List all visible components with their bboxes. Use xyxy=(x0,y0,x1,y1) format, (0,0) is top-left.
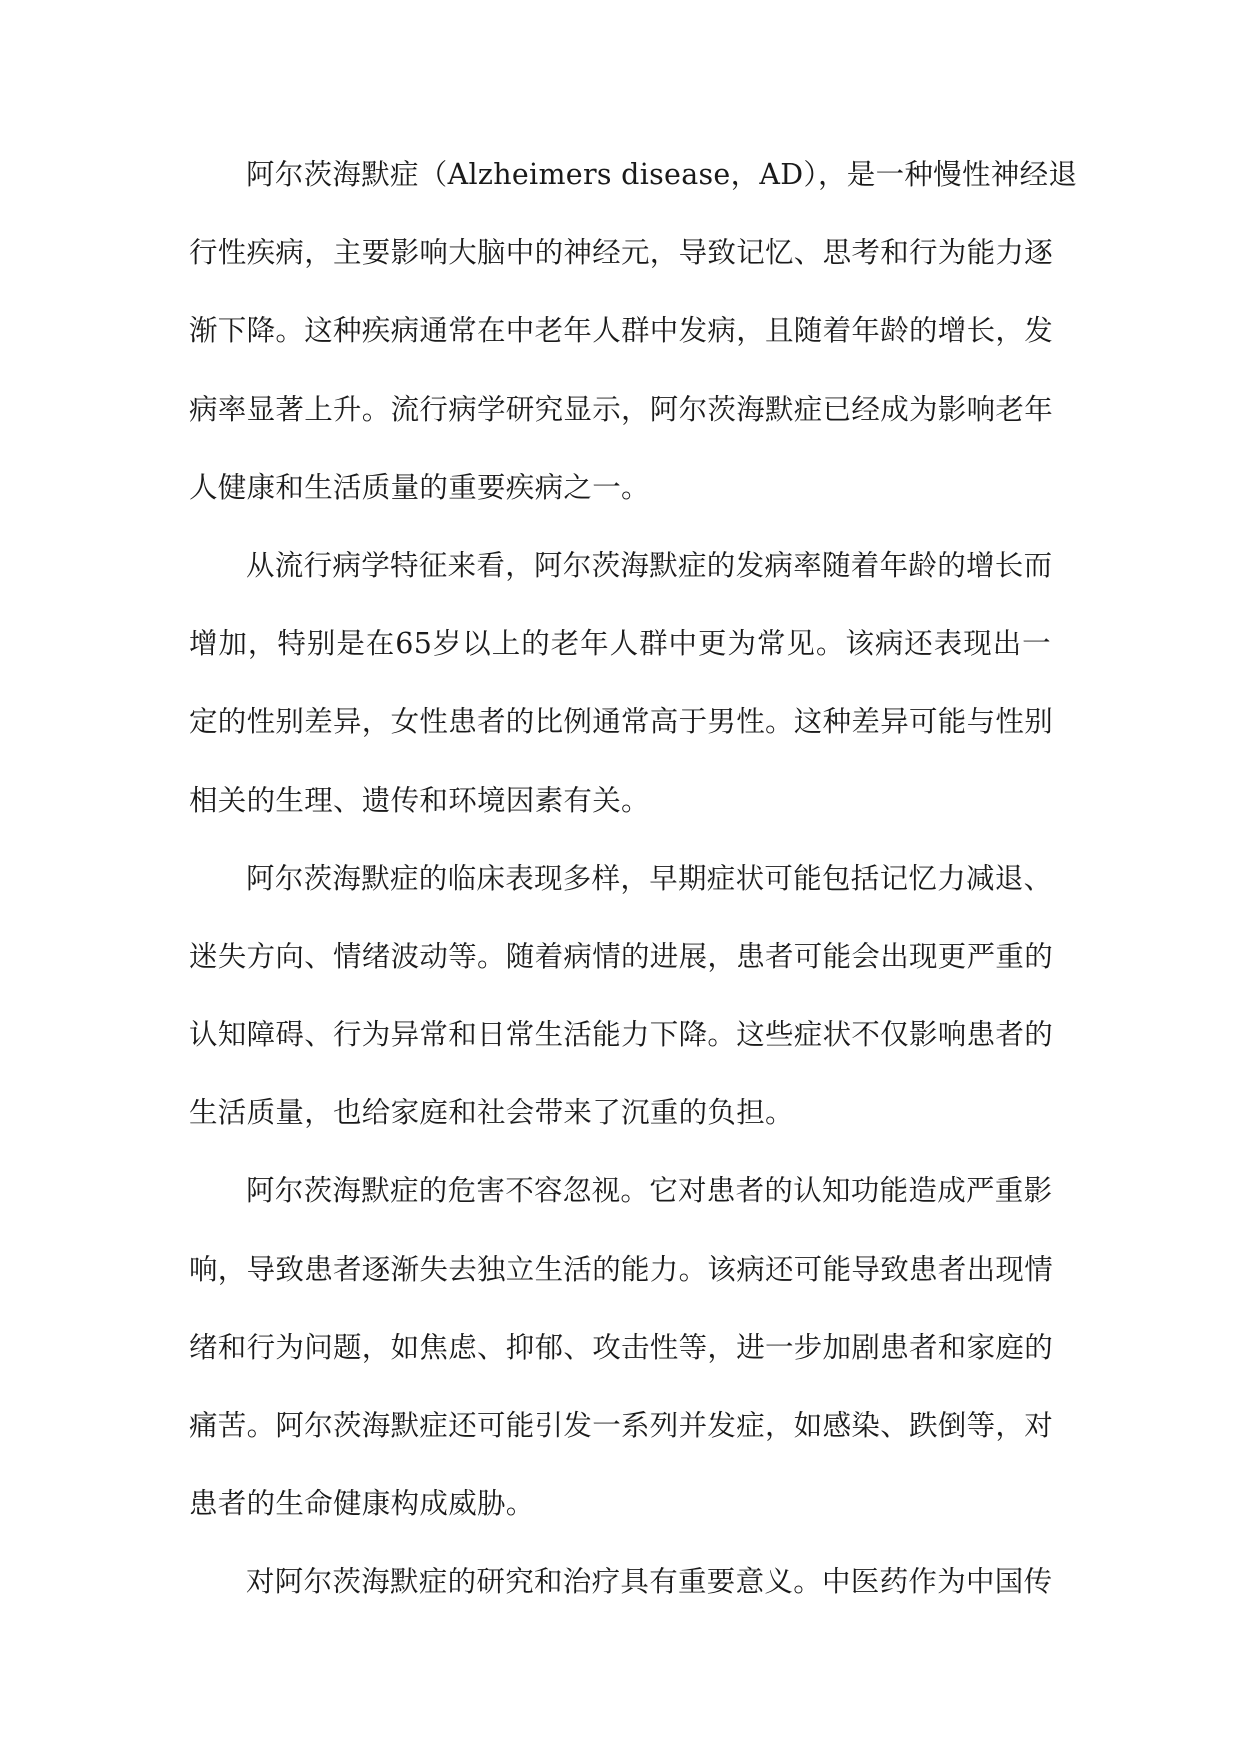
text-line: 阿尔茨海默症（Alzheimers disease，AD），是一种慢性神经退 xyxy=(246,158,1078,191)
paragraph-5 xyxy=(189,1543,1051,1621)
text-line: 响，导致患者逐渐失去独立生活的能力。该病还可能导致患者出现情 xyxy=(189,1252,1054,1286)
body-text xyxy=(189,136,1078,1622)
text-line: 痛苦。阿尔茨海默症还可能引发一系列并发症，如感染、跌倒等，对 xyxy=(189,1409,1054,1442)
text-line: 阿尔茨海默症的临床表现多样，早期症状可能包括记忆力减退、 xyxy=(246,861,1053,895)
text-line: 迷失方向、情绪波动等。随着病情的进展，患者可能会出现更严重的 xyxy=(189,939,1054,973)
text-line: 从流行病学特征来看，阿尔茨海默症的发病率随着年龄的增长而 xyxy=(246,548,1053,582)
text-line: 定的性别差异，女性患者的比例通常高于男性。这种差异可能与性别 xyxy=(189,705,1054,739)
paragraph-2 xyxy=(189,527,1054,840)
text-line: 对阿尔茨海默症的研究和治疗具有重要意义。中医药作为中国传 xyxy=(246,1565,1053,1599)
paragraph-3 xyxy=(189,840,1054,1153)
text-line: 增加，特别是在65岁以上的老年人群中更为常见。该病还表现出一 xyxy=(189,627,1051,661)
text-line: 渐下降。这种疾病通常在中老年人群中发病，且随着年龄的增长，发 xyxy=(189,314,1054,348)
paragraph-1 xyxy=(189,136,1078,527)
text-line: 行性疾病，主要影响大脑中的神经元，导致记忆、思考和行为能力逐 xyxy=(189,236,1054,270)
text-line: 阿尔茨海默症的危害不容忽视。它对患者的认知功能造成严重影 xyxy=(246,1174,1053,1208)
text-line: 认知障碍、行为异常和日常生活能力下降。这些症状不仅影响患者的 xyxy=(189,1018,1054,1052)
text-line: 生活质量，也给家庭和社会带来了沉重的负担。 xyxy=(189,1096,794,1130)
text-line: 病率显著上升。流行病学研究显示，阿尔茨海默症已经成为影响老年 xyxy=(189,392,1054,426)
paragraph-4 xyxy=(189,1152,1054,1543)
text-line: 患者的生命健康构成威胁。 xyxy=(189,1487,535,1521)
text-line: 相关的生理、遗传和环境因素有关。 xyxy=(189,783,650,817)
text-line: 绪和行为问题，如焦虑、抑郁、攻击性等，进一步加剧患者和家庭的 xyxy=(189,1330,1054,1364)
text-line: 人健康和生活质量的重要疾病之一。 xyxy=(189,470,650,504)
